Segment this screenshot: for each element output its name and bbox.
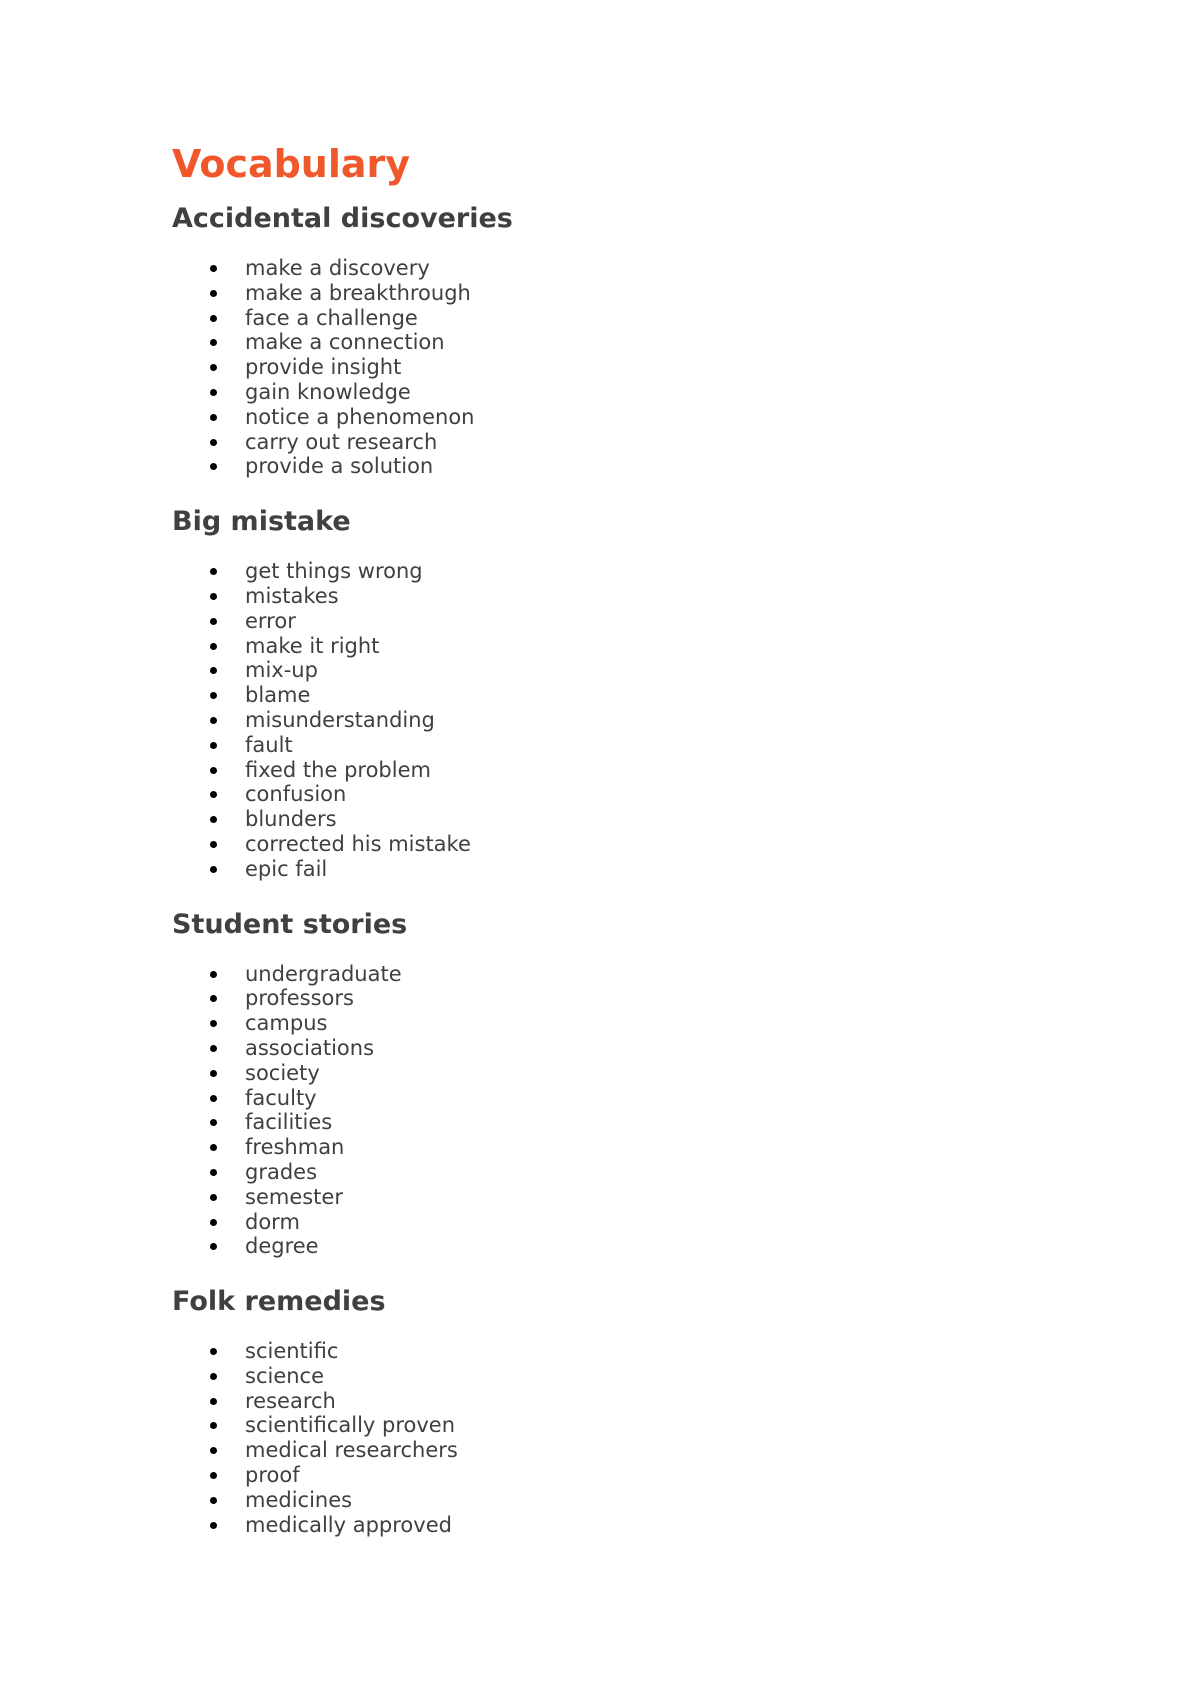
list-item-text: freshman xyxy=(245,1135,345,1160)
list-item xyxy=(172,380,1072,405)
list-item xyxy=(172,1463,1072,1488)
list-item xyxy=(172,281,1072,306)
document-title: Vocabulary xyxy=(172,142,411,186)
bullet-icon xyxy=(210,290,217,297)
bullet-icon xyxy=(210,866,217,873)
bullet-icon xyxy=(210,971,217,978)
list-item xyxy=(172,355,1072,380)
section-heading: Student stories xyxy=(172,908,408,940)
bullet-icon xyxy=(210,692,217,699)
section-heading: Folk remedies xyxy=(172,1286,386,1318)
list-item-text: associations xyxy=(245,1035,375,1060)
bullet-icon xyxy=(210,1169,217,1176)
bullet-icon xyxy=(210,414,217,421)
list-item xyxy=(172,962,1072,987)
list-item-text: face a challenge xyxy=(245,305,418,330)
list-item xyxy=(172,1513,1072,1538)
list-item-text: blunders xyxy=(245,807,337,832)
bullet-icon xyxy=(210,767,217,774)
list-item xyxy=(172,1364,1072,1389)
list-item-text: medicines xyxy=(245,1487,353,1512)
vocabulary-list xyxy=(172,256,1072,479)
bullet-icon xyxy=(210,1398,217,1405)
list-item xyxy=(172,1011,1072,1036)
list-item xyxy=(172,634,1072,659)
list-item xyxy=(172,584,1072,609)
list-item xyxy=(172,857,1072,882)
bullet-icon xyxy=(210,1522,217,1529)
bullet-icon xyxy=(210,1373,217,1380)
list-item-text: science xyxy=(245,1363,325,1388)
bullet-icon xyxy=(210,1020,217,1027)
list-item-text: degree xyxy=(245,1234,319,1259)
list-item xyxy=(172,683,1072,708)
list-item xyxy=(172,405,1072,430)
list-item xyxy=(172,1210,1072,1235)
bullet-icon xyxy=(210,995,217,1002)
list-item-text: semester xyxy=(245,1184,343,1209)
list-item-text: facilities xyxy=(245,1110,333,1135)
bullet-icon xyxy=(210,1095,217,1102)
bullet-icon xyxy=(210,1472,217,1479)
list-item xyxy=(172,330,1072,355)
list-item-text: make a breakthrough xyxy=(245,280,471,305)
list-item xyxy=(172,1488,1072,1513)
list-item-text: epic fail xyxy=(245,856,328,881)
list-item xyxy=(172,986,1072,1011)
bullet-icon xyxy=(210,1447,217,1454)
bullet-icon xyxy=(210,841,217,848)
list-item xyxy=(172,733,1072,758)
list-item-text: get things wrong xyxy=(245,559,423,584)
list-item xyxy=(172,782,1072,807)
list-item-text: gain knowledge xyxy=(245,379,411,404)
list-item xyxy=(172,1160,1072,1185)
list-item-text: faculty xyxy=(245,1085,317,1110)
list-item xyxy=(172,1339,1072,1364)
list-item xyxy=(172,1413,1072,1438)
list-item xyxy=(172,609,1072,634)
list-item-text: carry out research xyxy=(245,429,438,454)
list-item xyxy=(172,1185,1072,1210)
bullet-icon xyxy=(210,1144,217,1151)
bullet-icon xyxy=(210,643,217,650)
bullet-icon xyxy=(210,791,217,798)
list-item xyxy=(172,559,1072,584)
list-item-text: medical researchers xyxy=(245,1438,458,1463)
bullet-icon xyxy=(210,742,217,749)
list-item xyxy=(172,1110,1072,1135)
list-item xyxy=(172,1135,1072,1160)
list-item xyxy=(172,658,1072,683)
bullet-icon xyxy=(210,1194,217,1201)
list-item-text: provide insight xyxy=(245,355,402,380)
list-item-text: error xyxy=(245,608,296,633)
list-item-text: mistakes xyxy=(245,583,339,608)
list-item-text: society xyxy=(245,1060,320,1085)
list-item-text: undergraduate xyxy=(245,961,402,986)
vocabulary-list xyxy=(172,1339,1072,1537)
list-item xyxy=(172,1438,1072,1463)
list-item-text: notice a phenomenon xyxy=(245,404,475,429)
list-item-text: campus xyxy=(245,1011,328,1036)
document-content xyxy=(172,138,1072,1537)
list-item-text: dorm xyxy=(245,1209,300,1234)
list-item xyxy=(172,1389,1072,1414)
list-item xyxy=(172,1086,1072,1111)
bullet-icon xyxy=(210,265,217,272)
list-item-text: corrected his mistake xyxy=(245,831,471,856)
bullet-icon xyxy=(210,618,217,625)
list-item-text: proof xyxy=(245,1463,300,1488)
bullet-icon xyxy=(210,439,217,446)
bullet-icon xyxy=(210,593,217,600)
list-item-text: scientifically proven xyxy=(245,1413,456,1438)
bullet-icon xyxy=(210,1219,217,1226)
list-item-text: grades xyxy=(245,1159,318,1184)
bullet-icon xyxy=(210,389,217,396)
list-item xyxy=(172,1036,1072,1061)
list-item xyxy=(172,1234,1072,1259)
list-item xyxy=(172,708,1072,733)
list-item xyxy=(172,306,1072,331)
section-heading: Big mistake xyxy=(172,506,351,538)
list-item-text: make it right xyxy=(245,633,380,658)
list-item-text: scientific xyxy=(245,1339,339,1364)
list-item-text: make a connection xyxy=(245,330,445,355)
list-item xyxy=(172,454,1072,479)
list-item xyxy=(172,758,1072,783)
list-item-text: confusion xyxy=(245,782,347,807)
list-item-text: professors xyxy=(245,986,354,1011)
list-item-text: make a discovery xyxy=(245,256,430,280)
bullet-icon xyxy=(210,1045,217,1052)
list-item-text: medically approved xyxy=(245,1512,452,1537)
list-item-text: misunderstanding xyxy=(245,707,435,732)
bullet-icon xyxy=(210,667,217,674)
list-item-text: fault xyxy=(245,732,293,757)
list-item-text: blame xyxy=(245,683,311,708)
vocabulary-list xyxy=(172,559,1072,881)
bullet-icon xyxy=(210,1119,217,1126)
bullet-icon xyxy=(210,1070,217,1077)
bullet-icon xyxy=(210,339,217,346)
bullet-icon xyxy=(210,1243,217,1250)
bullet-icon xyxy=(210,315,217,322)
list-item-text: research xyxy=(245,1388,336,1413)
bullet-icon xyxy=(210,568,217,575)
list-item-text: fixed the problem xyxy=(245,757,431,782)
bullet-icon xyxy=(210,717,217,724)
list-item-text: mix-up xyxy=(245,658,318,683)
list-item xyxy=(172,832,1072,857)
bullet-icon xyxy=(210,816,217,823)
section-heading: Accidental discoveries xyxy=(172,203,513,234)
list-item xyxy=(172,430,1072,455)
list-item xyxy=(172,1061,1072,1086)
bullet-icon xyxy=(210,1497,217,1504)
list-item xyxy=(172,807,1072,832)
list-item-text: provide a solution xyxy=(245,454,434,479)
vocabulary-list xyxy=(172,962,1072,1260)
bullet-icon xyxy=(210,364,217,371)
vocabulary-sections xyxy=(172,202,1072,1537)
bullet-icon xyxy=(210,1348,217,1355)
bullet-icon xyxy=(210,1422,217,1429)
bullet-icon xyxy=(210,463,217,470)
list-item xyxy=(172,256,1072,281)
